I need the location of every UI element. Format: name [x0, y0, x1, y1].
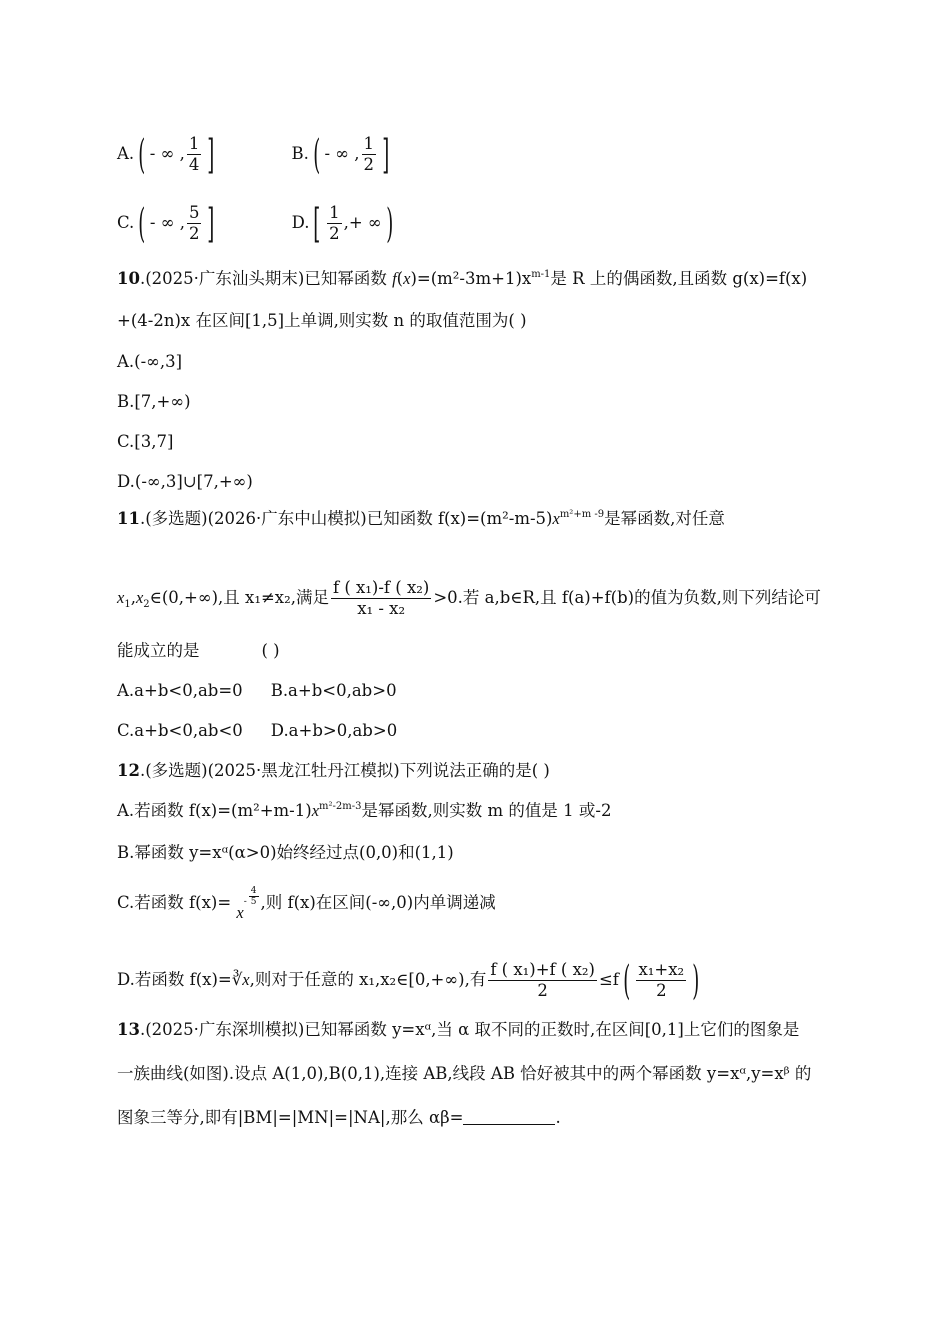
q9-options-row1 [117, 131, 394, 178]
q9-option-d[interactable]: D. [ $\frac{1}{2}$ ,+ ∞ ) [291, 200, 393, 247]
q9-option-c[interactable]: C. ( - ∞ , $\frac{5}{2}$ ] [117, 200, 215, 247]
q9-option-a[interactable]: A. ( - ∞ , $\frac{1}{4}$ ] [117, 131, 215, 178]
q10-option-c[interactable]: C.[3,7] [117, 432, 174, 451]
q12-option-b[interactable]: B.幂函数 y=xᵅ(α>0)始终经过点(0,0)和(1,1) [117, 843, 454, 862]
q10-stem-line2: +(4-2n)x 在区间[1,5]上单调,则实数 n 的取值范围为( ) [117, 311, 527, 330]
q10-option-a[interactable]: A.(-∞,3] [117, 352, 183, 371]
q11-option-d[interactable]: D.a+b>0,ab>0 [270, 721, 398, 740]
q13-answer-blank[interactable] [463, 1108, 555, 1125]
q13-stem-line2: 一族曲线(如图).设点 A(1,0),B(0,1),连接 AB,线段 AB 恰好被其中的两个幂函数 y=xᵅ,y=xᵝ 的 [117, 1064, 812, 1083]
q11-options-row2 [117, 720, 397, 742]
q12-stem: 12.(多选题)(2025·黑龙江牡丹江模拟)下列说法正确的是( ) [117, 761, 550, 780]
q10-option-d[interactable]: D.(-∞,3]∪[7,+∞) [117, 472, 253, 491]
q13-stem-line1: 13.(2025·广东深圳模拟)已知幂函数 y=xᵅ,当 α 取不同的正数时,在区间[0,1]上它们的图象是 [117, 1020, 800, 1039]
q11-option-c[interactable]: C.a+b<0,ab<0 [117, 721, 243, 740]
q11-option-b[interactable]: B.a+b<0,ab>0 [270, 681, 397, 700]
q13-stem-line3: 图象三等分,即有|BM|=|MN|=|NA|,那么 αβ= . [117, 1108, 561, 1127]
q9-options-row2 [117, 200, 397, 247]
q11-option-a[interactable]: A.a+b<0,ab=0 [117, 681, 243, 700]
q11-stem-line2: $x_1,x_2\in(0,+\infty)$,且 x₁≠x₂,满足 $\frac{\text{f ( x₁)-f ( x₂)}}{\text{x₁ - x₂}}$ >0.若 a,b∈R,且 f(a)+f(b)的值为负数,则下列结论可 [117, 578, 821, 618]
q12-option-c[interactable]: C.若函数 f(x)= x- $\frac{4}{5}$ ,则 f(x)在区间(-∞,0)内单调递减 [117, 886, 496, 922]
q10-stem-line1: 10.(2025·广东汕头期末)已知幂函数 $f(x)=(m^2-3m+1)x^{m-1}$是 R 上的偶函数,且函数 g(x)=f(x) [117, 269, 808, 288]
q11-stem-line1: 11.(多选题)(2026·广东中山模拟)已知函数 $f(x)=(m^2-m-5)x^{m^2+m -9}$是幂函数,对任意 [117, 509, 725, 528]
q11-options-row1 [117, 680, 397, 702]
q12-option-a[interactable]: A.若函数 $f(x)=(m^2+m-1)x^{m^2-2m-3}$是幂函数,则实数 m 的值是 1 或-2 [117, 801, 612, 820]
q9-option-b[interactable]: B. ( - ∞ , $\frac{1}{2}$ ] [291, 131, 390, 178]
q10-option-b[interactable]: B.[7,+∞) [117, 392, 191, 411]
q11-stem-line3: 能成立的是 ( ) [117, 641, 280, 660]
q12-option-d[interactable]: D.若函数 f(x)=∛x,则对于任意的 x₁,x₂∈[0,+∞),有 $\frac{\text{f ( x₁)+f ( x₂)}}{2}$ ≤f ( $\frac{\text{x₁+x₂}}{2}$ ) [117, 957, 700, 1004]
